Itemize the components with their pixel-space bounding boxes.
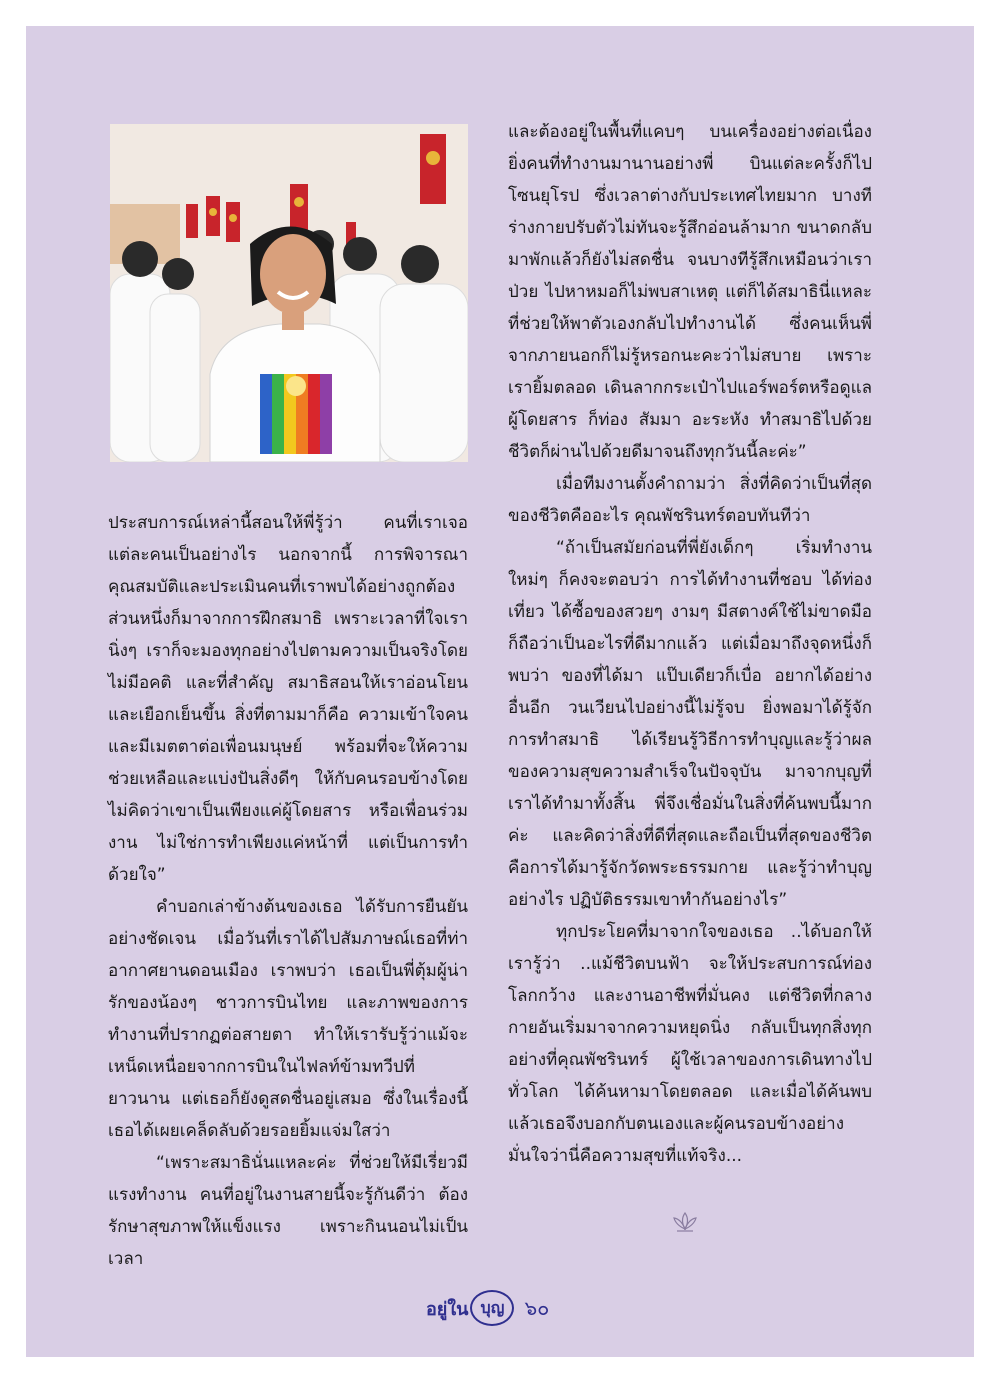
right-paragraph: เมื่อทีมงานตั้งคำถามว่า สิ่งที่คิดว่าเป็นที่สุดของชีวิตคืออะไร คุณพัชรินทร์ตอบทันทีว่า bbox=[508, 474, 872, 526]
left-paragraph: ประสบการณ์เหล่านี้สอนให้พี่รู้ว่า คนที่เราเจอแต่ละคนเป็นอย่างไร นอกจากนี้ การพิจารณาคุณสมบัติและประเมินคนที่เราพบได้อย่างถูกต้องส่วนหนึ่งก็มาจากการฝึกสมาธิ เพราะเวลาที่ใจเรานิ่งๆ เราก็จะมองทุกอย่างไปตามความเป็นจริงโดยไม่มีอคติ และที่สำคัญ สมาธิสอนให้เราอ่อนโยนและเยือกเย็นขึ้น สิ่งที่ตามมาก็คือ ความเข้าใจคนและมีเมตตาต่อเพื่อนมนุษย์ พร้อมที่จะให้ความช่วยเหลือและแบ่งปันสิ่งดีๆ ให้กับคนรอบข้างโดยไม่คิดว่าเขาเป็นเพียงแค่ผู้โดยสาร หรือเพื่อนร่วมงาน ไม่ใช่การทำเพียงแค่หน้าที่ แต่เป็นการทำด้วยใจ” bbox=[108, 513, 468, 885]
left-text-column bbox=[108, 507, 468, 1275]
logo-text: อยู่ใน bbox=[426, 1298, 469, 1320]
left-paragraph: “เพราะสมาธินั่นแหละค่ะ ที่ช่วยให้มีเรี่ยวมีแรงทำงาน คนที่อยู่ในงานสายนี้จะรู้กันดีว่า ต้องรักษาสุขภาพให้แข็งแรง เพราะกินนอนไม่เป็นเวลา bbox=[108, 1153, 468, 1269]
right-paragraph: และต้องอยู่ในพื้นที่แคบๆ บนเครื่องอย่างต่อเนื่อง ยิ่งคนที่ทำงานมานานอย่างพี่ บินแต่ละครั้งก็ไปโซนยุโรป ซึ่งเวลาต่างกับประเทศไทยมาก บางทีร่างกายปรับตัวไม่ทันจะรู้สึกอ่อนล้ามาก ขนาดกลับมาพักแล้วก็ยังไม่สดชื่น จนบางทีรู้สึกเหมือนว่าเราป่วย ไปหาหมอก็ไม่พบสาเหตุ แต่ก็ได้สมาธินี่แหละที่ช่วยให้พาตัวเองกลับไปทำงานได้ ซึ่งคนเห็นพี่จากภายนอกก็ไม่รู้หรอกนะคะว่าไม่สบาย เพราะเรายิ้มตลอด เดินลากกระเป๋าไปแอร์พอร์ตหรือดูแลผู้โดยสาร ก็ท่อง สัมมา อะระหัง ทำสมาธิไปด้วย ชีวิตก็ผ่านไปด้วยดีมาจนถึงทุกวันนี้ละค่ะ” bbox=[508, 122, 872, 462]
logo-circle: บุญ bbox=[470, 1290, 514, 1326]
right-text-column bbox=[508, 116, 872, 1172]
lotus-icon bbox=[672, 1211, 698, 1233]
photo-illustration bbox=[110, 124, 468, 462]
woman-smiling-photo bbox=[110, 124, 468, 462]
right-paragraph: “ถ้าเป็นสมัยก่อนที่พี่ยังเด็กๆ เริ่มทำงานใหม่ๆ ก็คงจะตอบว่า การได้ทำงานที่ชอบ ได้ท่องเที่ยว ได้ซื้อของสวยๆ งามๆ มีสตางค์ใช้ไม่ขาดมือ ก็ถือว่าเป็นอะไรที่ดีมากแล้ว แต่เมื่อมาถึงจุดหนึ่งก็พบว่า ของที่ได้มา แป๊บเดียวก็เบื่อ อยากได้อย่างอื่นอีก วนเวียนไปอย่างนี้ไม่รู้จบ ยิ่งพอมาได้รู้จักการทำสมาธิ ได้เรียนรู้วิธีการทำบุญและรู้ว่าผลของความสุขความสำเร็จในปัจจุบัน มาจากบุญที่เราได้ทำมาทั้งสิ้น พี่จึงเชื่อมั่นในสิ่งที่ค้นพบนี้มากค่ะ และคิดว่าสิ่งที่ดีที่สุดและถือเป็นที่สุดของชีวิต คือการได้มารู้จักวัดพระธรรมกาย และรู้ว่าทำบุญอย่างไร ปฏิบัติธรรมเขาทำกันอย่างไร” bbox=[508, 538, 872, 910]
left-paragraph: คำบอกเล่าข้างต้นของเธอ ได้รับการยืนยันอย่างชัดเจน เมื่อวันที่เราได้ไปสัมภาษณ์เธอที่ท่าอากาศยานดอนเมือง เราพบว่า เธอเป็นพี่ตุ้มผู้น่ารักของน้องๆ ชาวการบินไทย และภาพของการทำงานที่ปรากฏต่อสายตา ทำให้เรารับรู้ว่าแม้จะเหน็ดเหนื่อยจากการบินในไฟลท์ข้ามทวีปที่ยาวนาน แต่เธอก็ยังดูสดชื่นอยู่เสมอ ซึ่งในเรื่องนี้เธอได้เผยเคล็ดลับด้วยรอยยิ้มแจ่มใสว่า bbox=[108, 897, 468, 1141]
page-number: ๖๐ bbox=[524, 1296, 550, 1320]
page-footer bbox=[426, 1288, 549, 1328]
magazine-page bbox=[26, 26, 974, 1357]
right-paragraph: ทุกประโยคที่มาจากใจของเธอ ..ได้บอกให้เรารู้ว่า ..แม้ชีวิตบนฟ้า จะให้ประสบการณ์ท่องโลกกว้าง และงานอาชีพที่มั่นคง แต่ชีวิตที่กลางกายอันเริ่มมาจากความหยุดนิ่ง กลับเป็นทุกสิ่งทุกอย่างที่คุณพัชรินทร์ ผู้ใช้เวลาของการเดินทางไปทั่วโลก ได้ค้นหามาโดยตลอด และเมื่อได้ค้นพบแล้วเธอจึงบอกกับตนเองและผู้คนรอบข้างอย่างมั่นใจว่านี่คือความสุขที่แท้จริง... bbox=[508, 922, 872, 1166]
magazine-logo bbox=[426, 1290, 514, 1326]
